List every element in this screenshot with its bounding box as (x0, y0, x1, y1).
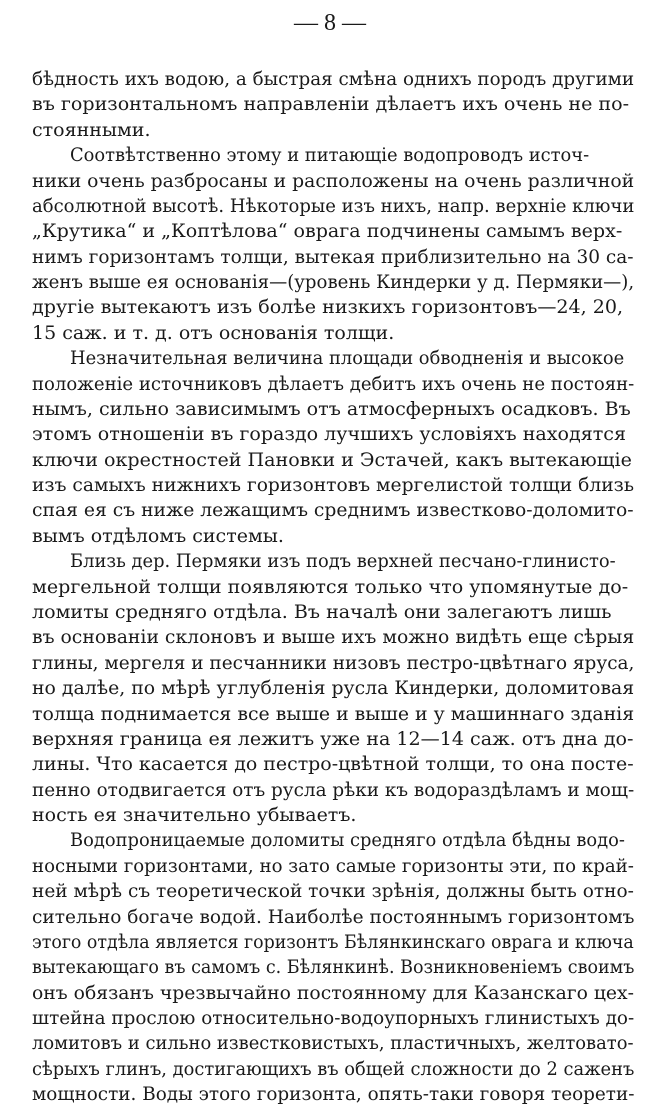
text-line: нимъ горизонтамъ толщи, вытекая приблизительно на 30 са- (32, 245, 634, 268)
text-line: верхняя граница ея лежитъ уже на 12—14 саж. отъ дна до- (32, 727, 634, 750)
text-line: спая ея съ ниже лежащимъ среднимъ известково-доломито- (32, 499, 634, 522)
text-line: ломиты средняго отдѣла. Въ началѣ они залегаютъ лишь (32, 600, 612, 623)
text-line: нымъ, сильно зависимымъ отъ атмосферныхъ осадковъ. Въ (32, 397, 631, 420)
text-line: сѣрыхъ глинъ, достигающихъ въ общей сложности до 2 саженъ (32, 1057, 635, 1080)
text-line: „Крутика“ и „Коптѣлова“ оврага подчинены самымъ верх- (32, 220, 623, 243)
page-number: — 8 — (294, 10, 366, 36)
text-line: ключи окрестностей Пановки и Эстачей, какъ вытекающiе (32, 448, 632, 471)
text-line: ность ея значительно убываетъ. (32, 804, 357, 827)
text-line: носными горизонтами, но зато самые горизонты эти, по край- (32, 854, 634, 877)
text-line: пенно отодвигается отъ русла рѣки къ водораздѣламъ и мощ- (32, 778, 635, 801)
text-line: другiе вытекаютъ изъ болѣе низкихъ горизонтовъ—24, 20, (32, 296, 624, 319)
text-line: ломитовъ и сильно известковистыхъ, пластичныхъ, желтовато- (32, 1032, 634, 1055)
text-line: положенiе источниковъ дѣлаетъ дебитъ ихъ очень не постоян- (32, 372, 635, 395)
text-line: этого отдѣла является горизонтъ Бѣлянкинскаго оврага и ключа (32, 930, 634, 953)
text-line: штейна прослою относительно-водоупорныхъ глинистыхъ до- (32, 1007, 635, 1030)
text-line: изъ самыхъ нижнихъ горизонтовъ мергелистой толщи близь (32, 474, 634, 497)
text-line: толща поднимается все выше и выше и у машиннаго зданiя (32, 702, 635, 725)
text-line: въ основанiи склоновъ и выше ихъ можно видѣть еще сѣрыя (32, 626, 635, 649)
text-line: бѣдность ихъ водою, а быстрая смѣна однихъ породъ другими (32, 68, 635, 90)
text-line: Незначительная величина площади обводненiя и высокое (70, 347, 625, 370)
text-line: сительно богаче водой. Наиболѣе постояннымъ горизонтомъ (32, 905, 635, 928)
text-line: Близь дер. Пермяки изъ подъ верхней песчано-глинисто- (70, 550, 616, 573)
text-line: абсолютной высотѣ. Нѣкоторые изъ нихъ, напр. верхнiе ключи (32, 194, 635, 217)
text-line: глины, мергеля и песчанники низовъ пестро-цвѣтнаго яруса, (32, 651, 635, 674)
text-line: 15 саж. и т. д. отъ основанiя толщи. (32, 321, 395, 344)
text-line: онъ обязанъ чрезвычайно постоянному для Казанскаго цех- (32, 981, 634, 1004)
text-line: женъ выше ея основанiя—(уровень Киндерки у д. Пермяки—), (32, 271, 635, 294)
text-line: стоянными. (32, 118, 151, 141)
text-line: вымъ отдѣломъ системы. (32, 524, 284, 547)
text-line: мергельной толщи появляются только что упомянутые до- (32, 575, 629, 598)
text-line: лины. Что касается до пестро-цвѣтной толщи, то она посте- (32, 753, 634, 776)
text-line: этомъ отношенiи въ гораздо лучшихъ условiяхъ находятся (32, 423, 627, 446)
text-line: ники очень разбросаны и расположены на очень различной (32, 169, 635, 192)
text-line: вытекающаго въ самомъ с. Бѣлянкинѣ. Возникновенiемъ своимъ (32, 956, 635, 979)
text-line: ней мѣрѣ съ теоретической точки зрѣнiя, должны быть отно- (32, 880, 634, 903)
text-line: Соотвѣтственно этому и питающiе водопроводъ источ- (70, 144, 590, 167)
text-line: Водопроницаемые доломиты средняго отдѣла бѣдны водо- (70, 829, 625, 852)
text-line: но далѣе, по мѣрѣ углубленiя русла Киндерки, доломитовая (32, 677, 635, 700)
text-line: мощности. Воды этого горизонта, опять-таки говоря теорети- (32, 1083, 635, 1106)
text-line: въ горизонтальномъ направленiи дѣлаетъ ихъ очень не по- (32, 93, 630, 116)
